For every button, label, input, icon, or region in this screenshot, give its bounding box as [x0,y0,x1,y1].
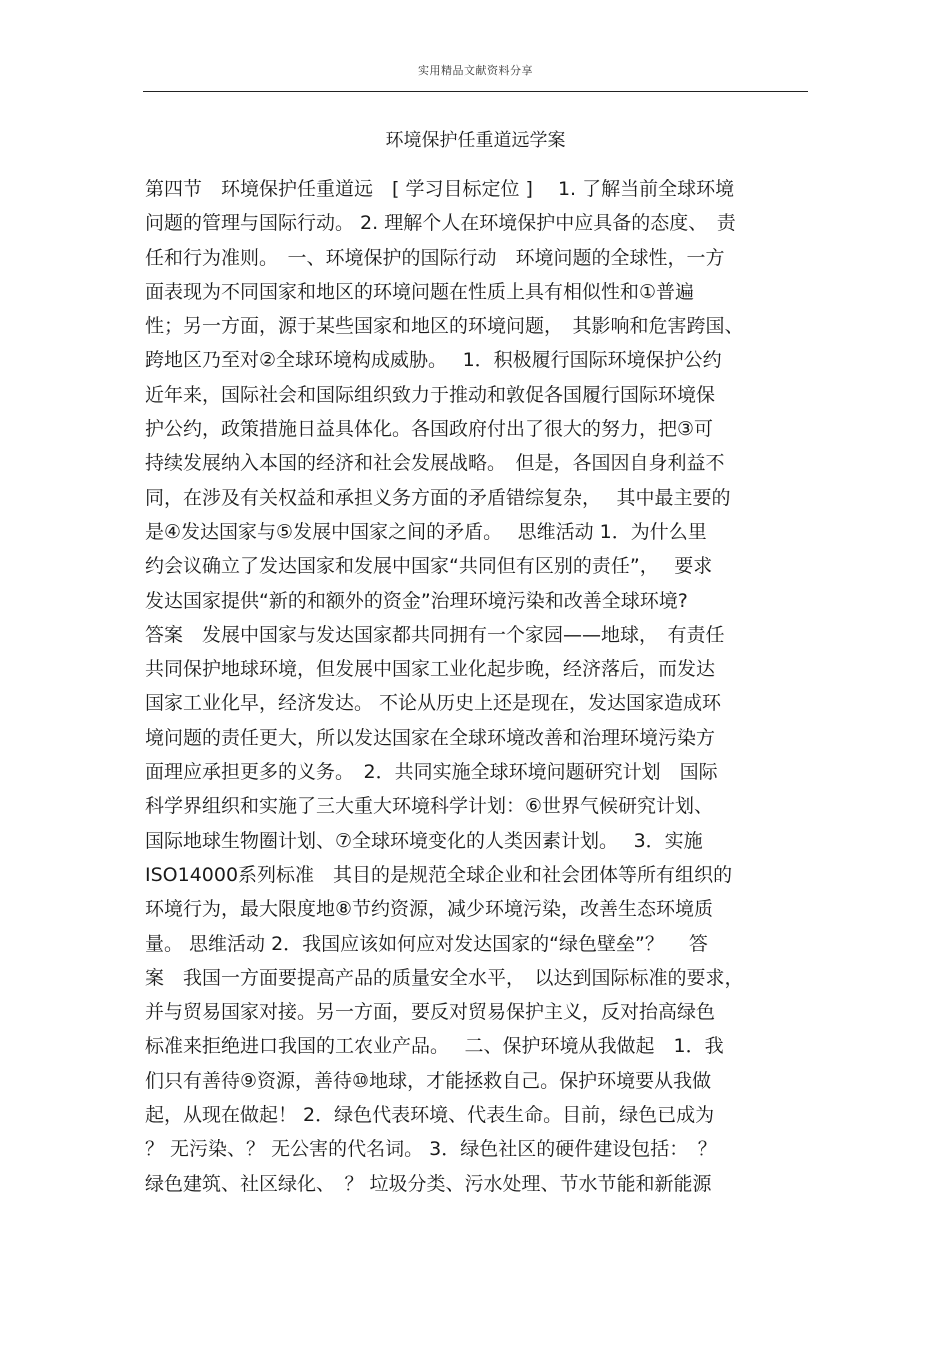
body-line: ISO14000系列标准 其目的是规范全球企业和社会团体等所有组织的 [145,863,733,886]
body-line: 同，在涉及有关权益和承担义务方面的矛盾错综复杂， 其中最主要的 [145,486,731,509]
document-body [145,172,810,1201]
body-line: 持续发展纳入本国的经济和社会发展战略。 但是，各国因自身利益不 [145,452,725,475]
body-line: 科学界组织和实施了三大重大环境科学计划：⑥世界气候研究计划、 [145,795,714,818]
body-line: ？ 无污染、？ 无公害的代名词。 3．绿色社区的硬件建设包括： ？ [145,1138,717,1161]
body-line: 发达国家提供“新的和额外的资金”治理环境污染和改善全球环境? [145,589,688,612]
body-line: 面理应承担更多的义务。 2．共同实施全球环境问题研究计划 国际 [145,761,718,784]
body-line: 们只有善待⑨资源，善待⑩地球，才能拯救自己。保护环境要从我做 [145,1069,712,1092]
body-line: 面表现为不同国家和地区的环境问题在性质上具有相似性和①普遍 [145,280,695,303]
body-line: 第四节 环境保护任重道远 [ 学习目标定位 ] 1. 了解当前全球环境 [145,178,735,200]
body-line: 是④发达国家与⑤发展中国家之间的矛盾。 思维活动 1．为什么里 [145,520,707,543]
body-line: 标准来拒绝进口我国的工农业产品。 二、保护环境从我做起 1．我 [145,1035,724,1058]
header-divider [143,91,808,92]
body-line: 国际地球生物圈计划、⑦全球环境变化的人类因素计划。 3．实施 [145,829,703,852]
body-line: 国家工业化早，经济发达。 不论从历史上还是现在，发达国家造成环 [145,692,722,715]
body-line: 起，从现在做起！ 2．绿色代表环境、代表生命。目前，绿色已成为 [145,1104,715,1127]
body-line: 共同保护地球环境，但发展中国家工业化起步晚，经济落后，而发达 [145,658,716,681]
body-line: 任和行为准则。 一、环境保护的国际行动 环境问题的全球性，一方 [145,246,725,269]
body-line: 境问题的责任更大，所以发达国家在全球环境改善和治理环境污染方 [145,726,716,749]
body-line: 量。 思维活动 2．我国应该如何应对发达国家的“绿色壁垒”？ 答 [145,932,708,955]
body-line: 跨地区乃至对②全球环境构成威胁。 1．积极履行国际环境保护公约 [145,349,722,372]
body-line: 问题的管理与国际行动。 2. 理解个人在环境保护中应具备的态度、 责 [145,212,736,235]
body-line: 约会议确立了发达国家和发展中国家“共同但有区别的责任”， 要求 [145,555,713,578]
body-line: 环境行为，最大限度地⑧节约资源，减少环境污染，改善生态环境质 [145,898,714,921]
body-line: 性；另一方面，源于某些国家和地区的环境问题， 其影响和危害跨国、 [145,315,744,338]
body-line: 答案 发展中国家与发达国家都共同拥有一个家园——地球， 有责任 [145,623,725,646]
body-line: 并与贸易国家对接。另一方面，要反对贸易保护主义，反对抬高绿色 [145,1001,716,1024]
body-line: 近年来，国际社会和国际组织致力于推动和敦促各国履行国际环境保 [145,383,716,406]
body-line: 护公约，政策措施日益具体化。各国政府付出了很大的努力，把③可 [145,418,714,441]
body-line: 案 我国一方面要提高产品的质量安全水平， 以达到国际标准的要求， [145,966,744,989]
body-line: 绿色建筑、社区绿化、 ？ 垃圾分类、污水处理、节水节能和新能源 [145,1172,712,1195]
document-title: 环境保护任重道远学案 [385,130,566,151]
running-header: 实用精品文献资料分享 [418,64,533,77]
